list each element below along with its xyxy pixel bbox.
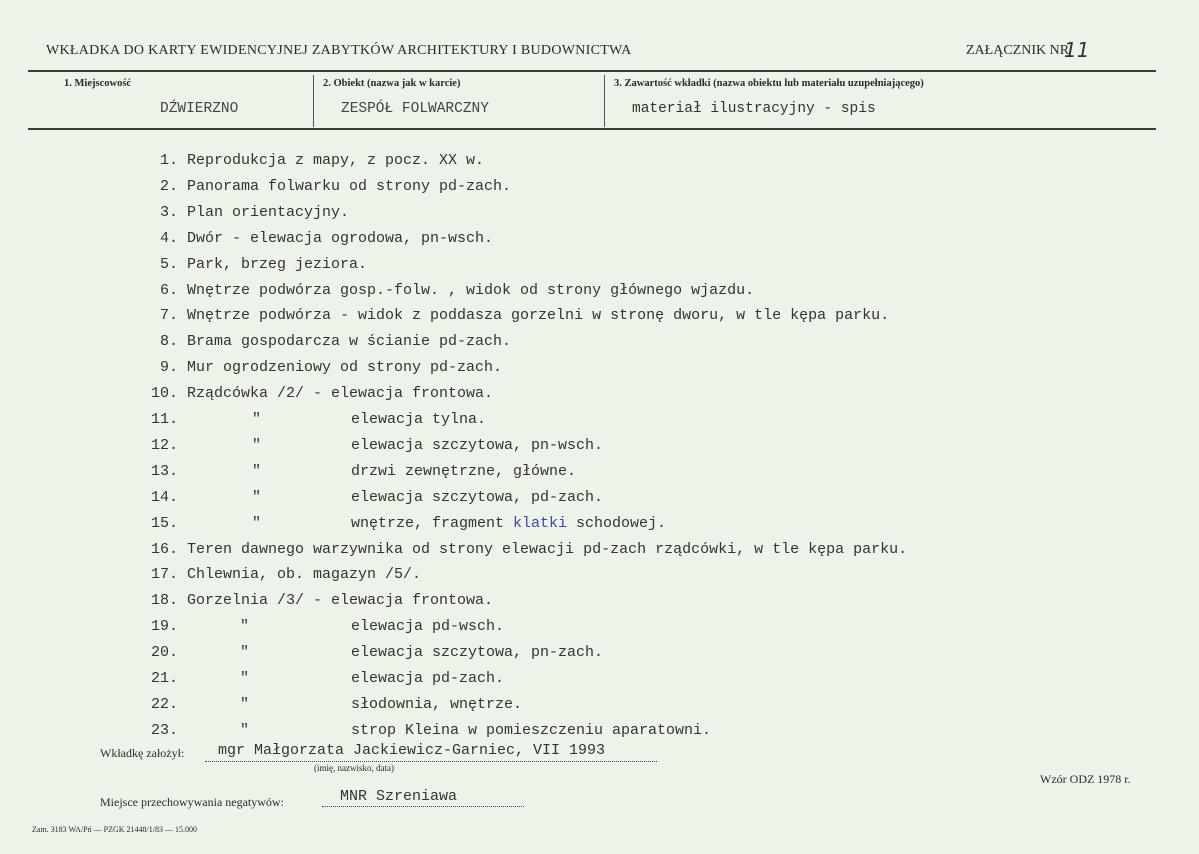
ditto-mark: " (252, 489, 262, 506)
item-number: 3. (159, 204, 178, 221)
item-text: Teren dawnego warzywnika od strony elewacji pd-zach rządcówki, w tle kępa parku. (187, 541, 908, 558)
ditto-mark: " (240, 618, 250, 635)
ditto-mark: " (240, 722, 250, 739)
attachment-label: ZAŁĄCZNIK NR (966, 43, 1070, 58)
negatives-underline (322, 806, 524, 807)
item-text: elewacja szczytowa, pn-zach. (351, 644, 604, 661)
item-text: Park, brzeg jeziora. (187, 256, 368, 273)
column-divider (313, 75, 314, 127)
item-number: 19. (150, 618, 178, 635)
content-value: materiał ilustracyjny - spis (632, 101, 876, 117)
founder-underline (205, 761, 657, 762)
item-number: 14. (150, 489, 178, 506)
item-text: Panorama folwarku od strony pd-zach. (187, 178, 512, 195)
founder-label: Wkładkę założył: (100, 746, 185, 760)
negatives-label: Miejsce przechowywania negatywów: (100, 795, 284, 809)
item-text: słodownia, wnętrze. (351, 696, 523, 713)
item-text: elewacja szczytowa, pd-zach. (351, 489, 604, 506)
ditto-mark: " (252, 411, 262, 428)
item-number: 4. (159, 230, 178, 247)
item-text: Mur ogrodzeniowy od strony pd-zach. (187, 359, 503, 376)
item-text: Rządcówka /2/ - elewacja frontowa. (187, 385, 494, 402)
item-number: 2. (159, 178, 178, 195)
item-text: elewacja tylna. (351, 411, 487, 428)
blue-ink-word: klatki (513, 515, 568, 532)
item-text: strop Kleina w pomieszczeniu aparatowni. (351, 722, 712, 739)
item-number: 21. (150, 670, 178, 687)
form-label: Wzór ODZ 1978 r. (1040, 772, 1131, 786)
item-number: 6. (159, 282, 178, 299)
item-number: 12. (150, 437, 178, 454)
item-number: 17. (150, 566, 178, 583)
ditto-mark: " (240, 670, 250, 687)
item-number: 23. (150, 722, 178, 739)
ditto-mark: " (240, 696, 250, 713)
item-text: Brama gospodarcza w ścianie pd-zach. (187, 333, 512, 350)
item-text: Gorzelnia /3/ - elewacja frontowa. (187, 592, 494, 609)
object-label: 2. Obiekt (nazwa jak w karcie) (323, 78, 461, 89)
print-info: Zam. 3183 WA/Pń — PZGK 21448/1/83 — 15.000 (32, 825, 197, 834)
item-text: Wnętrze podwórza gosp.-folw. , widok od strony głównego wjazdu. (187, 282, 755, 299)
item-text: Wnętrze podwórza - widok z poddasza gorzelni w stronę dworu, w tle kępa parku. (187, 307, 890, 324)
ditto-mark: " (252, 437, 262, 454)
ditto-mark: " (240, 644, 250, 661)
item-text: Plan orientacyjny. (187, 204, 350, 221)
founder-value: mgr Małgorzata Jackiewicz-Garniec, VII 1993 (218, 742, 606, 759)
header-title: WKŁADKA DO KARTY EWIDENCYJNEJ ZABYTKÓW ARCHITEKTURY I BUDOWNICTWA (46, 43, 632, 58)
item-text: Chlewnia, ob. magazyn /5/. (187, 566, 422, 583)
item-number: 22. (150, 696, 178, 713)
item-text: wnętrze, fragment klatki schodowej. (351, 515, 667, 532)
ditto-mark: " (252, 463, 262, 480)
item-text: elewacja pd-zach. (351, 670, 505, 687)
item-number: 8. (159, 333, 178, 350)
item-number: 5. (159, 256, 178, 273)
item-number: 16. (150, 541, 178, 558)
attachment-number: 11 (1064, 38, 1090, 62)
item-text: elewacja szczytowa, pn-wsch. (351, 437, 604, 454)
place-label: 1. Miejscowość (64, 78, 132, 89)
item-text: elewacja pd-wsch. (351, 618, 505, 635)
item-text: drzwi zewnętrzne, główne. (351, 463, 577, 480)
item-number: 10. (150, 385, 178, 402)
place-value: DŹWIERZNO (160, 101, 239, 117)
item-text: Dwór - elewacja ogrodowa, pn-wsch. (187, 230, 494, 247)
founder-hint: (imię, nazwisko, data) (314, 763, 394, 773)
column-divider (604, 75, 605, 127)
item-number: 13. (150, 463, 178, 480)
object-value: ZESPÓŁ FOLWARCZNY (341, 101, 489, 117)
item-number: 18. (150, 592, 178, 609)
item-number: 15. (150, 515, 178, 532)
item-number: 9. (159, 359, 178, 376)
item-number: 1. (159, 152, 178, 169)
item-number: 7. (159, 307, 178, 324)
ditto-mark: " (252, 515, 262, 532)
top-rule (28, 70, 1156, 72)
negatives-value: MNR Szreniawa (340, 788, 458, 805)
field-rule (28, 128, 1156, 130)
content-label: 3. Zawartość wkładki (nazwa obiektu lub materiału uzupełniającego) (614, 78, 924, 89)
item-number: 11. (150, 411, 178, 428)
item-number: 20. (150, 644, 178, 661)
item-text: Reprodukcja z mapy, z pocz. XX w. (187, 152, 485, 169)
